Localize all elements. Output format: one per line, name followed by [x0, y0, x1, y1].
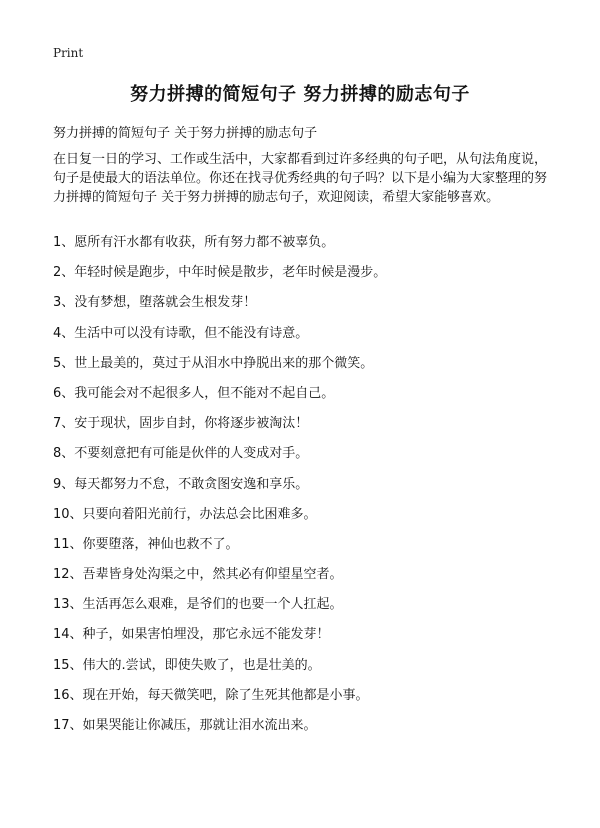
intro-paragraph: 在日复一日的学习、工作或生活中，大家都看到过许多经典的句子吧，从句法角度说，句子是使最大的语法单位。你还在找寻优秀经典的句子吗？以下是小编为大家整理的努力拼搏的简短句子 关于努力拼搏的励志句子，欢迎阅读，希望大家能够喜欢。: [53, 152, 548, 205]
list-item: 11、你要堕落，神仙也救不了。: [53, 536, 239, 552]
list-item: 5、世上最美的，莫过于从泪水中挣脱出来的那个微笑。: [53, 355, 374, 371]
list-item: 17、如果哭能让你减压，那就让泪水流出来。: [53, 718, 317, 733]
list-item: 12、吾辈皆身处沟渠之中，然其必有仰望星空者。: [53, 567, 343, 583]
page-title: 努力拼搏的简短句子 努力拼搏的励志句子: [130, 84, 470, 105]
list-item: 14、种子，如果害怕埋没，那它永远不能发芽！: [53, 627, 330, 643]
list-item: 8、不要刻意把有可能是伙伴的人变成对手。: [53, 446, 309, 462]
list-item: 4、生活中可以没有诗歌，但不能没有诗意。: [53, 325, 309, 341]
list-item: 6、我可能会对不起很多人，但不能对不起自己。: [53, 385, 335, 401]
list-item: 15、伟大的.尝试，即使失败了，也是壮美的。: [53, 657, 321, 673]
list-item: 1、愿所有汗水都有收获，所有努力都不被辜负。: [53, 235, 335, 250]
list-item: 13、生活再怎么艰难，是爷们的也要一个人扛起。: [53, 597, 343, 613]
list-item: 16、现在开始，每天微笑吧，除了生死其他都是小事。: [53, 687, 369, 703]
list-item: 9、每天都努力不怠，不敢贪图安逸和享乐。: [53, 476, 309, 492]
print-link[interactable]: Print: [53, 46, 84, 60]
list-item: 2、年轻时候是跑步，中年时候是散步，老年时候是漫步。: [53, 265, 387, 281]
sentence-list: [53, 234, 573, 747]
list-item: 3、没有梦想，堕落就会生根发芽！: [53, 295, 257, 311]
list-item: 7、安于现状，固步自封，你将逐步被淘汰！: [53, 416, 309, 432]
article-subtitle: 努力拼搏的简短句子 关于努力拼搏的励志句子: [53, 126, 318, 141]
list-item: 10、只要向着阳光前行，办法总会比困难多。: [53, 506, 317, 522]
